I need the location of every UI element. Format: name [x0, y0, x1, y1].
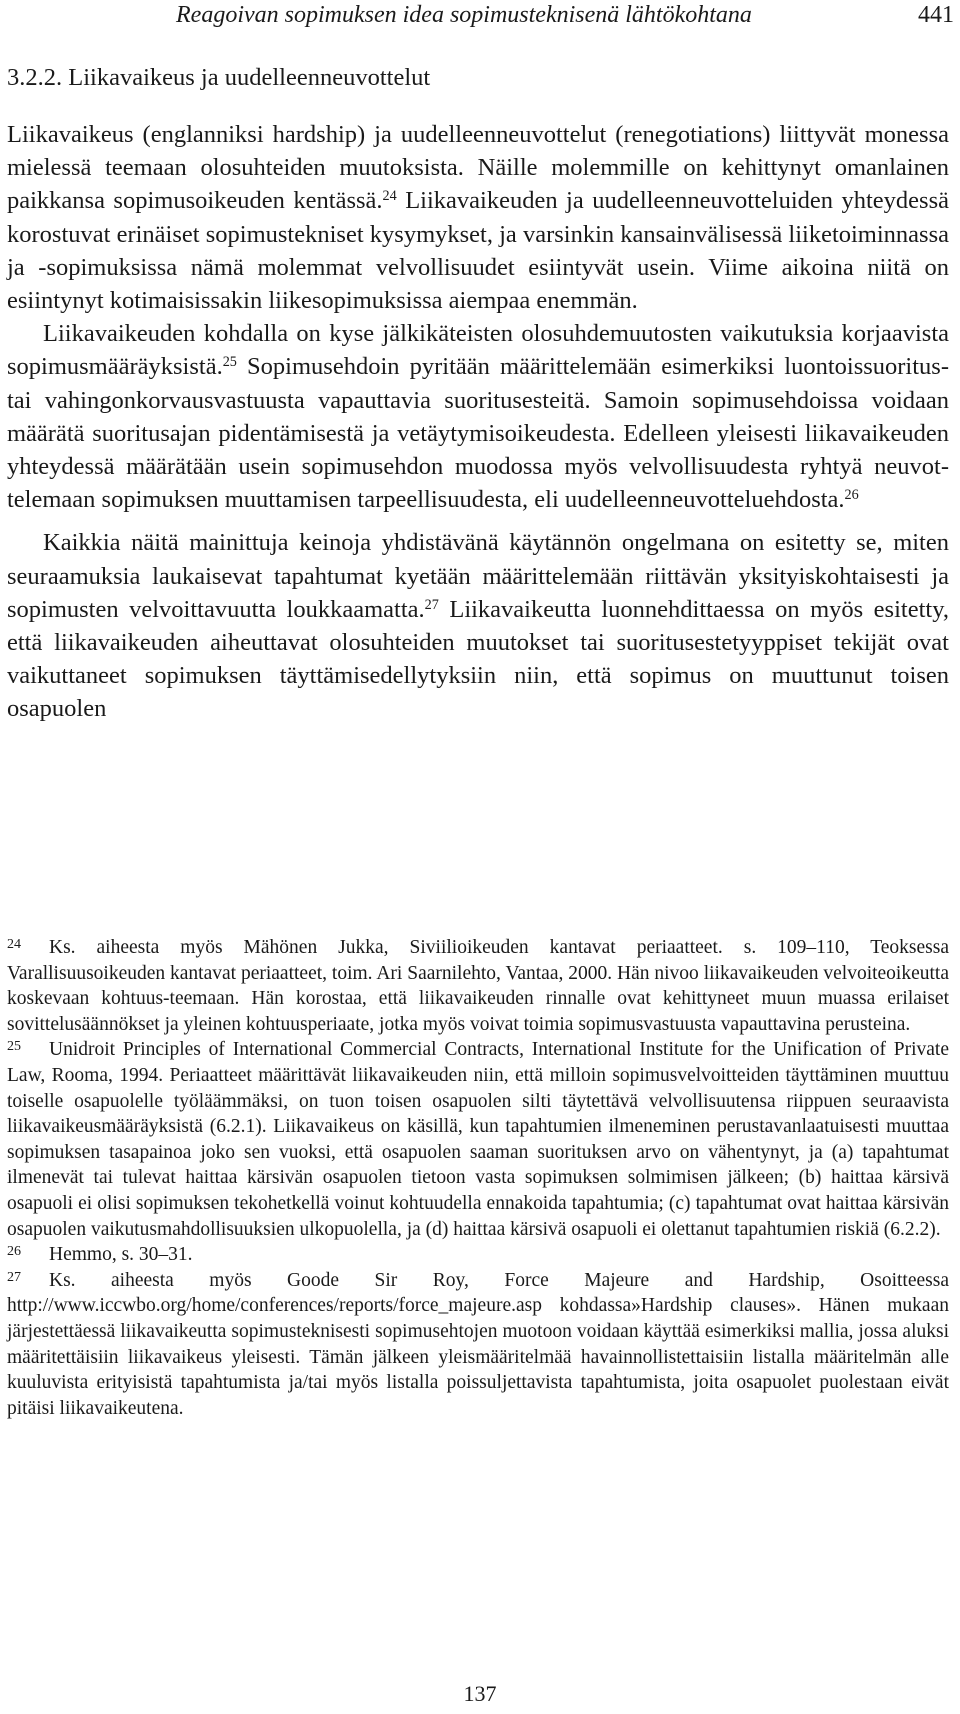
footnote-24: 24 Ks. aiheesta myös Mähönen Jukka, Siviilioikeuden kantavat periaatteet. s. 109–110, Teoksessa Varallisuusoikeuden kantavat periaatteet, toim. Ari Saarnilehto, Vantaa, 2000. Hän nivoo liikavaikeuden velvoiteoikeutta koskevaan kohtuus-teemaan. Hän korostaa, että liikavaikeuden rinnalle ovat kehittyneet muun muassa erilaiset sovittelusäännökset ja yleinen kohtuusperiaate, jotka myös voivat toimia sopimusvastuusta vapauttavina perusteina. — [7, 936, 949, 1035]
paragraph-3 — [7, 526, 949, 725]
paragraph-3-text-b: Liikavaikeutta luonnehdittaessa on myös esitetty, että liikavaikeuden aiheuttavat olosuhteiden muutokset tai suoritusestetyyppiset tekijät ovat vaikuttaneet sopimuksen täyttämisedellytyksiin niin, että sopimus on muuttunut toisen osapuolen — [7, 595, 949, 723]
footnote-text: Hemmo, s. 30–31. — [49, 1244, 193, 1266]
footnote-ref-26[interactable]: 26 — [844, 487, 859, 504]
footnotes — [7, 935, 949, 1421]
footnote-26: 26 Hemmo, s. 30–31. — [7, 1243, 193, 1266]
paragraph-2 — [7, 317, 949, 516]
footnote-ref-27[interactable]: 27 — [424, 597, 439, 614]
paragraph-1-text-a: Liikavaikeus (englanniksi hardship) ja uudelleenneuvottelut (renegotiations) liittyvät monessa mielessä teemaan olosuhteiden muutoksista. Näille molemmille on kehittynyt omanlainen paikkansa sopimusoikeuden kentässä. — [7, 121, 949, 215]
header-page-number: 441 — [918, 2, 954, 28]
footer-page-number: 137 — [463, 1681, 497, 1706]
paragraph-2-text-a: Liikavaikeuden kohdalla on kyse jälkikäteisten olosuhdemuutosten vaikutuksia korjaavista sopimusmääräyksistä. — [7, 320, 949, 381]
footnote-text: Ks. aiheesta myös Goode Sir Roy, Force Majeure and Hardship, Osoitteessa http://www.iccwbo.org/home/conferences/reports/force_majeure.asp kohdassa»Hardship clauses». Hänen mukaan järjestettäessä liikavaikeutta sopimusteknisesti sopimusehtojen muotoon voidaan käyttää esimerkiksi mallia, jossa aluksi määritettäisiin liikavaikeus yleisesti. Tämän jälkeen yleismääritelmää havainnollistettaisiin listalla määritelmän alle kuuluvista erityisistä tapahtumista ja/tai myös listalla poissuljettavista tapahtumista, joita osapuolet puolestaan eivät pitäisi liikavaikeutena. — [7, 1269, 949, 1419]
paragraph-2-text-b: Sopimusehdoin pyritään määrittelemään esimerkiksi luontoissuoritus- tai vahingonkorvausvastuusta vapauttavia suoritusesteitä. Samoin sopimusehdoissa voidaan määrätä suoritusajan pidentämisestä ja vetäytymisoikeudesta. Edelleen yleisesti liikavaikeuden yhteydessä määrätään usein sopimusehdon muodossa myös velvollisuudesta ryhtyä neuvottelemaan sopimuksen muuttamisen tarpeellisuudesta, eli uudelleenneuvotteluehdosta. — [7, 353, 949, 514]
footnote-25: 25 Unidroit Principles of International Commercial Contracts, International Institute for the Unification of Private Law, Rooma, 1994. Periaatteet määrittävät liikavaikeuden niin, että milloin sopimusvelvoitteiden täyttäminen muuttuu toiselle osapuolelle työläämmäksi, on tuon toisen osapuolen silti täytettävä velvollisuutensa riippuen seuraavista liikavaikeusmääräyksistä (6.2.1). Liikavaikeus on käsillä, kun tapahtumien ilmeneminen perustavanlaatuisesti muuttaa sopimuksen tasapainoa joko sen vuoksi, että osapuolen saaman suorituksen arvo on vähentynyt, ja (a) tapahtumat ilmenevät tai tulevat haittaa kärsivän osapuolen tietoon vasta sopimuksen solmimisen jälkeen; (b) haittaa kärsivä osapuoli ei olisi sopimuksen tekohetkellä voinut kohtuudella ennakoida tapahtumia; (c) tapahtumat ovat haittaa kärsivän osapuolen vaikutusmahdollisuuksien ulkopuolella, ja (d) haittaa kärsivä osapuoli ei olettanut tapahtumien riskiä (6.2.2). — [7, 1038, 949, 1240]
body-text — [7, 118, 949, 726]
footnote-ref-25[interactable]: 25 — [222, 354, 237, 371]
paragraph-3-text-a: Kaikkia näitä mainittuja keinoja yhdistävänä käytännön ongelmana on esitetty se, miten seuraamuksia laukaisevat tapahtumat kyetään määrittelemään riittävän yksityiskohtaisesti ja sopimusten velvoittavuutta loukkaamatta. — [7, 529, 949, 623]
footnote-27: 27 Ks. aiheesta myös Goode Sir Roy, Force Majeure and Hardship, Osoitteessa http://www.iccwbo.org/home/conferences/reports/force_majeure.asp kohdassa»Hardship clauses». Hänen mukaan järjestettäessä liikavaikeutta sopimusteknisesti sopimusehtojen muotoon voidaan käyttää esimerkiksi mallia, jossa aluksi määritettäisiin liikavaikeus yleisesti. Tämän jälkeen yleismääritelmää havainnollistettaisiin listalla määritelmän alle kuuluvista erityisistä tapahtumista ja/tai myös listalla poissuljettavista tapahtumista, joita osapuolet puolestaan eivät pitäisi liikavaikeutena. — [7, 1268, 949, 1419]
footnote-text: Unidroit Principles of International Commercial Contracts, International Institute for the Unification of Private Law, Rooma, 1994. Periaatteet määrittävät liikavaikeuden niin, että milloin sopimusvelvoitteiden täyttäminen muuttuu toiselle osapuolelle työläämmäksi, on tuon toisen osapuolen silti täytettävä velvollisuutensa riippuen seuraavista liikavaikeusmääräyksistä (6.2.1). Liikavaikeus on käsillä, kun tapahtumien ilmeneminen perustavanlaatuisesti muuttaa sopimuksen tasapainoa joko sen vuoksi, että osapuolen saaman suorituksen arvo on vähentynyt, ja (a) tapahtumat ilmenevät tai tulevat haittaa kärsivän osapuolen tietoon vasta sopimuksen solmimisen jälkeen; (b) haittaa kärsivä osapuoli ei olisi sopimuksen tekohetkellä voinut kohtuudella ennakoida tapahtumia; (c) tapahtumat ovat haittaa kärsivän osapuolen vaikutusmahdollisuuksien ulkopuolella, ja (d) haittaa kärsivä osapuoli ei olettanut tapahtumien riskiä (6.2.2). — [7, 1039, 949, 1240]
running-header — [0, 0, 960, 30]
section-heading: 3.2.2. Liikavaikeus ja uudelleenneuvottelut — [7, 64, 431, 91]
running-title: Reagoivan sopimuksen idea sopimusteknisenä lähtökohtana — [176, 2, 752, 28]
paragraph-1-text-b: Liikavaikeuden ja uudelleenneuvotteluiden yhteydessä korostuvat erinäiset sopimustekniset kysymykset, ja varsinkin kansainvälisessä liiketoiminnassa ja -sopimuksissa nämä molemmat velvollisuudet esiintyvät usein. Viime aikoina niitä on esiintynyt kotimaisissakin liikesopimuksissa aiempaa enemmän. — [7, 187, 949, 315]
footnote-text: Ks. aiheesta myös Mähönen Jukka, Siviilioikeuden kantavat periaatteet. s. 109–110, Teoksessa Varallisuusoikeuden kantavat periaatteet, toim. Ari Saarnilehto, Vantaa, 2000. Hän nivoo liikavaikeuden velvoiteoikeutta koskevaan kohtuus-teemaan. Hän korostaa, että liikavaikeuden rinnalle ovat kehittyneet muun muassa erilaiset sovittelusäännökset ja yleinen kohtuusperiaate, jotka myös voivat toimia sopimusvastuusta vapauttavina perusteina. — [7, 937, 949, 1035]
footnote-ref-24[interactable]: 24 — [382, 188, 397, 205]
paragraph-1 — [7, 118, 949, 317]
